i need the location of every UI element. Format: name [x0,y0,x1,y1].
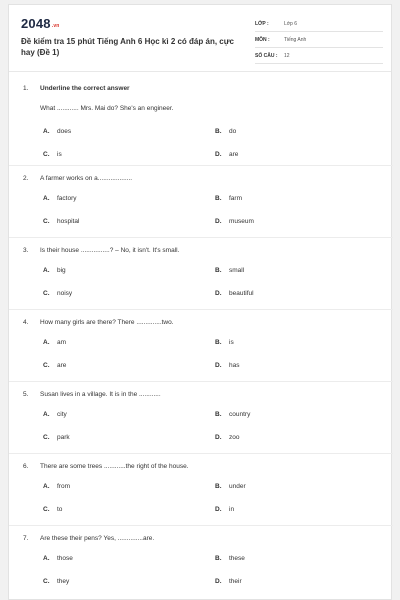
option-letter: B. [215,195,222,202]
question-number: 6. [23,463,29,470]
option-letter: A. [43,128,50,135]
option-letter: C. [43,506,50,513]
question-divider [9,165,393,166]
option-text: these [229,555,245,562]
quiz-title: Đề kiểm tra 15 phút Tiếng Anh 6 Học kì 2 có đáp án, cực hay (Đề 1) [21,37,234,57]
meta-value: Lớp 6 [284,21,298,27]
question-number: 3. [23,247,29,254]
answer-option-d[interactable] [215,434,239,441]
option-letter: D. [215,290,222,297]
question-number: 1. [23,85,29,92]
option-text: in [229,506,235,513]
option-text: are [57,362,67,369]
option-letter: D. [215,218,222,225]
option-text: park [57,434,70,441]
option-text: is [229,339,234,346]
option-text: are [229,151,239,158]
option-letter: B. [215,411,222,418]
answer-option-c[interactable] [43,290,72,297]
meta-label: SỐ CÂU : [255,53,278,59]
question-divider [9,525,393,526]
answer-option-c[interactable] [43,151,62,158]
site-logo[interactable] [21,16,60,31]
option-text: factory [57,195,77,202]
meta-label: LỚP : [255,21,269,27]
answer-option-d[interactable] [215,151,238,158]
option-letter: B. [215,339,222,346]
answer-option-c[interactable] [43,434,70,441]
option-text: beautiful [229,290,254,297]
answer-option-c[interactable] [43,578,69,585]
answer-option-a[interactable] [43,339,66,346]
question-text: There are some trees ............the right of the house. [40,463,189,470]
quiz-meta [255,20,383,68]
option-letter: D. [215,151,222,158]
answer-option-b[interactable] [215,195,242,202]
option-letter: D. [215,506,222,513]
quiz-sheet [8,4,392,600]
option-text: city [57,411,67,418]
answer-option-d[interactable] [215,218,254,225]
answer-option-a[interactable] [43,195,77,202]
option-text: farm [229,195,242,202]
question-number: 5. [23,391,29,398]
answer-option-b[interactable] [215,267,244,274]
answer-option-b[interactable] [215,128,236,135]
answer-option-d[interactable] [215,506,234,513]
option-letter: B. [215,267,222,274]
option-letter: C. [43,151,50,158]
logo-text: 2048 [21,16,51,31]
question-text: A farmer works on a................... [40,175,133,182]
question-number: 4. [23,319,29,326]
option-letter: D. [215,578,222,585]
question-divider [9,453,393,454]
option-letter: A. [43,267,50,274]
option-text: to [57,506,63,513]
option-letter: A. [43,195,50,202]
answer-option-c[interactable] [43,218,79,225]
question-subtext: What ............ Mrs. Mai do? She's an engineer. [40,105,174,112]
answer-option-a[interactable] [43,555,73,562]
answer-option-d[interactable] [215,290,254,297]
option-letter: A. [43,411,50,418]
answer-option-b[interactable] [215,483,246,490]
question-text: Are these their pens? Yes, ..............are. [40,535,155,542]
question-text: Susan lives in a village. It is in the ............ [40,391,161,398]
option-letter: D. [215,434,222,441]
question-text: Underline the correct answer [40,85,130,92]
option-text: they [57,578,70,585]
question-divider [9,381,393,382]
question-text: How many girls are there? There ..............two. [40,319,174,326]
option-text: big [57,267,66,274]
meta-value: Tiếng Anh [284,37,307,43]
option-letter: D. [215,362,222,369]
question-number: 2. [23,175,29,182]
answer-option-b[interactable] [215,555,245,562]
option-letter: B. [215,128,222,135]
option-text: is [57,151,62,158]
option-letter: A. [43,555,50,562]
option-letter: C. [43,578,50,585]
answer-option-a[interactable] [43,411,67,418]
answer-option-d[interactable] [215,578,242,585]
option-letter: C. [43,434,50,441]
meta-row-subject [255,36,383,48]
answer-option-c[interactable] [43,362,66,369]
answer-option-a[interactable] [43,267,66,274]
meta-row-count [255,52,383,64]
option-text: am [57,339,67,346]
question-number: 7. [23,535,29,542]
option-text: country [229,411,251,418]
question-divider [9,237,393,238]
option-text: from [57,483,70,490]
answer-option-c[interactable] [43,506,62,513]
option-text: those [57,555,73,562]
meta-label: MÔN : [255,37,270,43]
option-letter: C. [43,218,50,225]
option-text: their [229,578,242,585]
option-letter: B. [215,555,222,562]
question-divider [9,309,393,310]
option-text: has [229,362,240,369]
option-text: small [229,267,245,274]
quiz-header [9,5,391,72]
question-text: Is their house ................? – No, it isn't. It's small. [40,247,180,254]
option-letter: C. [43,290,50,297]
answer-option-b[interactable] [215,339,234,346]
answer-option-d[interactable] [215,362,239,369]
option-letter: A. [43,483,50,490]
logo-tld: .vn [51,23,60,29]
answer-option-a[interactable] [43,128,71,135]
meta-value: 12 [284,53,290,59]
option-text: under [229,483,246,490]
option-text: museum [229,218,254,225]
option-text: do [229,128,237,135]
meta-row-class [255,20,383,32]
option-text: hospital [57,218,80,225]
option-letter: B. [215,483,222,490]
option-text: zoo [229,434,240,441]
option-text: does [57,128,72,135]
option-letter: A. [43,339,50,346]
option-letter: C. [43,362,50,369]
option-text: noisy [57,290,73,297]
answer-option-a[interactable] [43,483,70,490]
answer-option-b[interactable] [215,411,250,418]
